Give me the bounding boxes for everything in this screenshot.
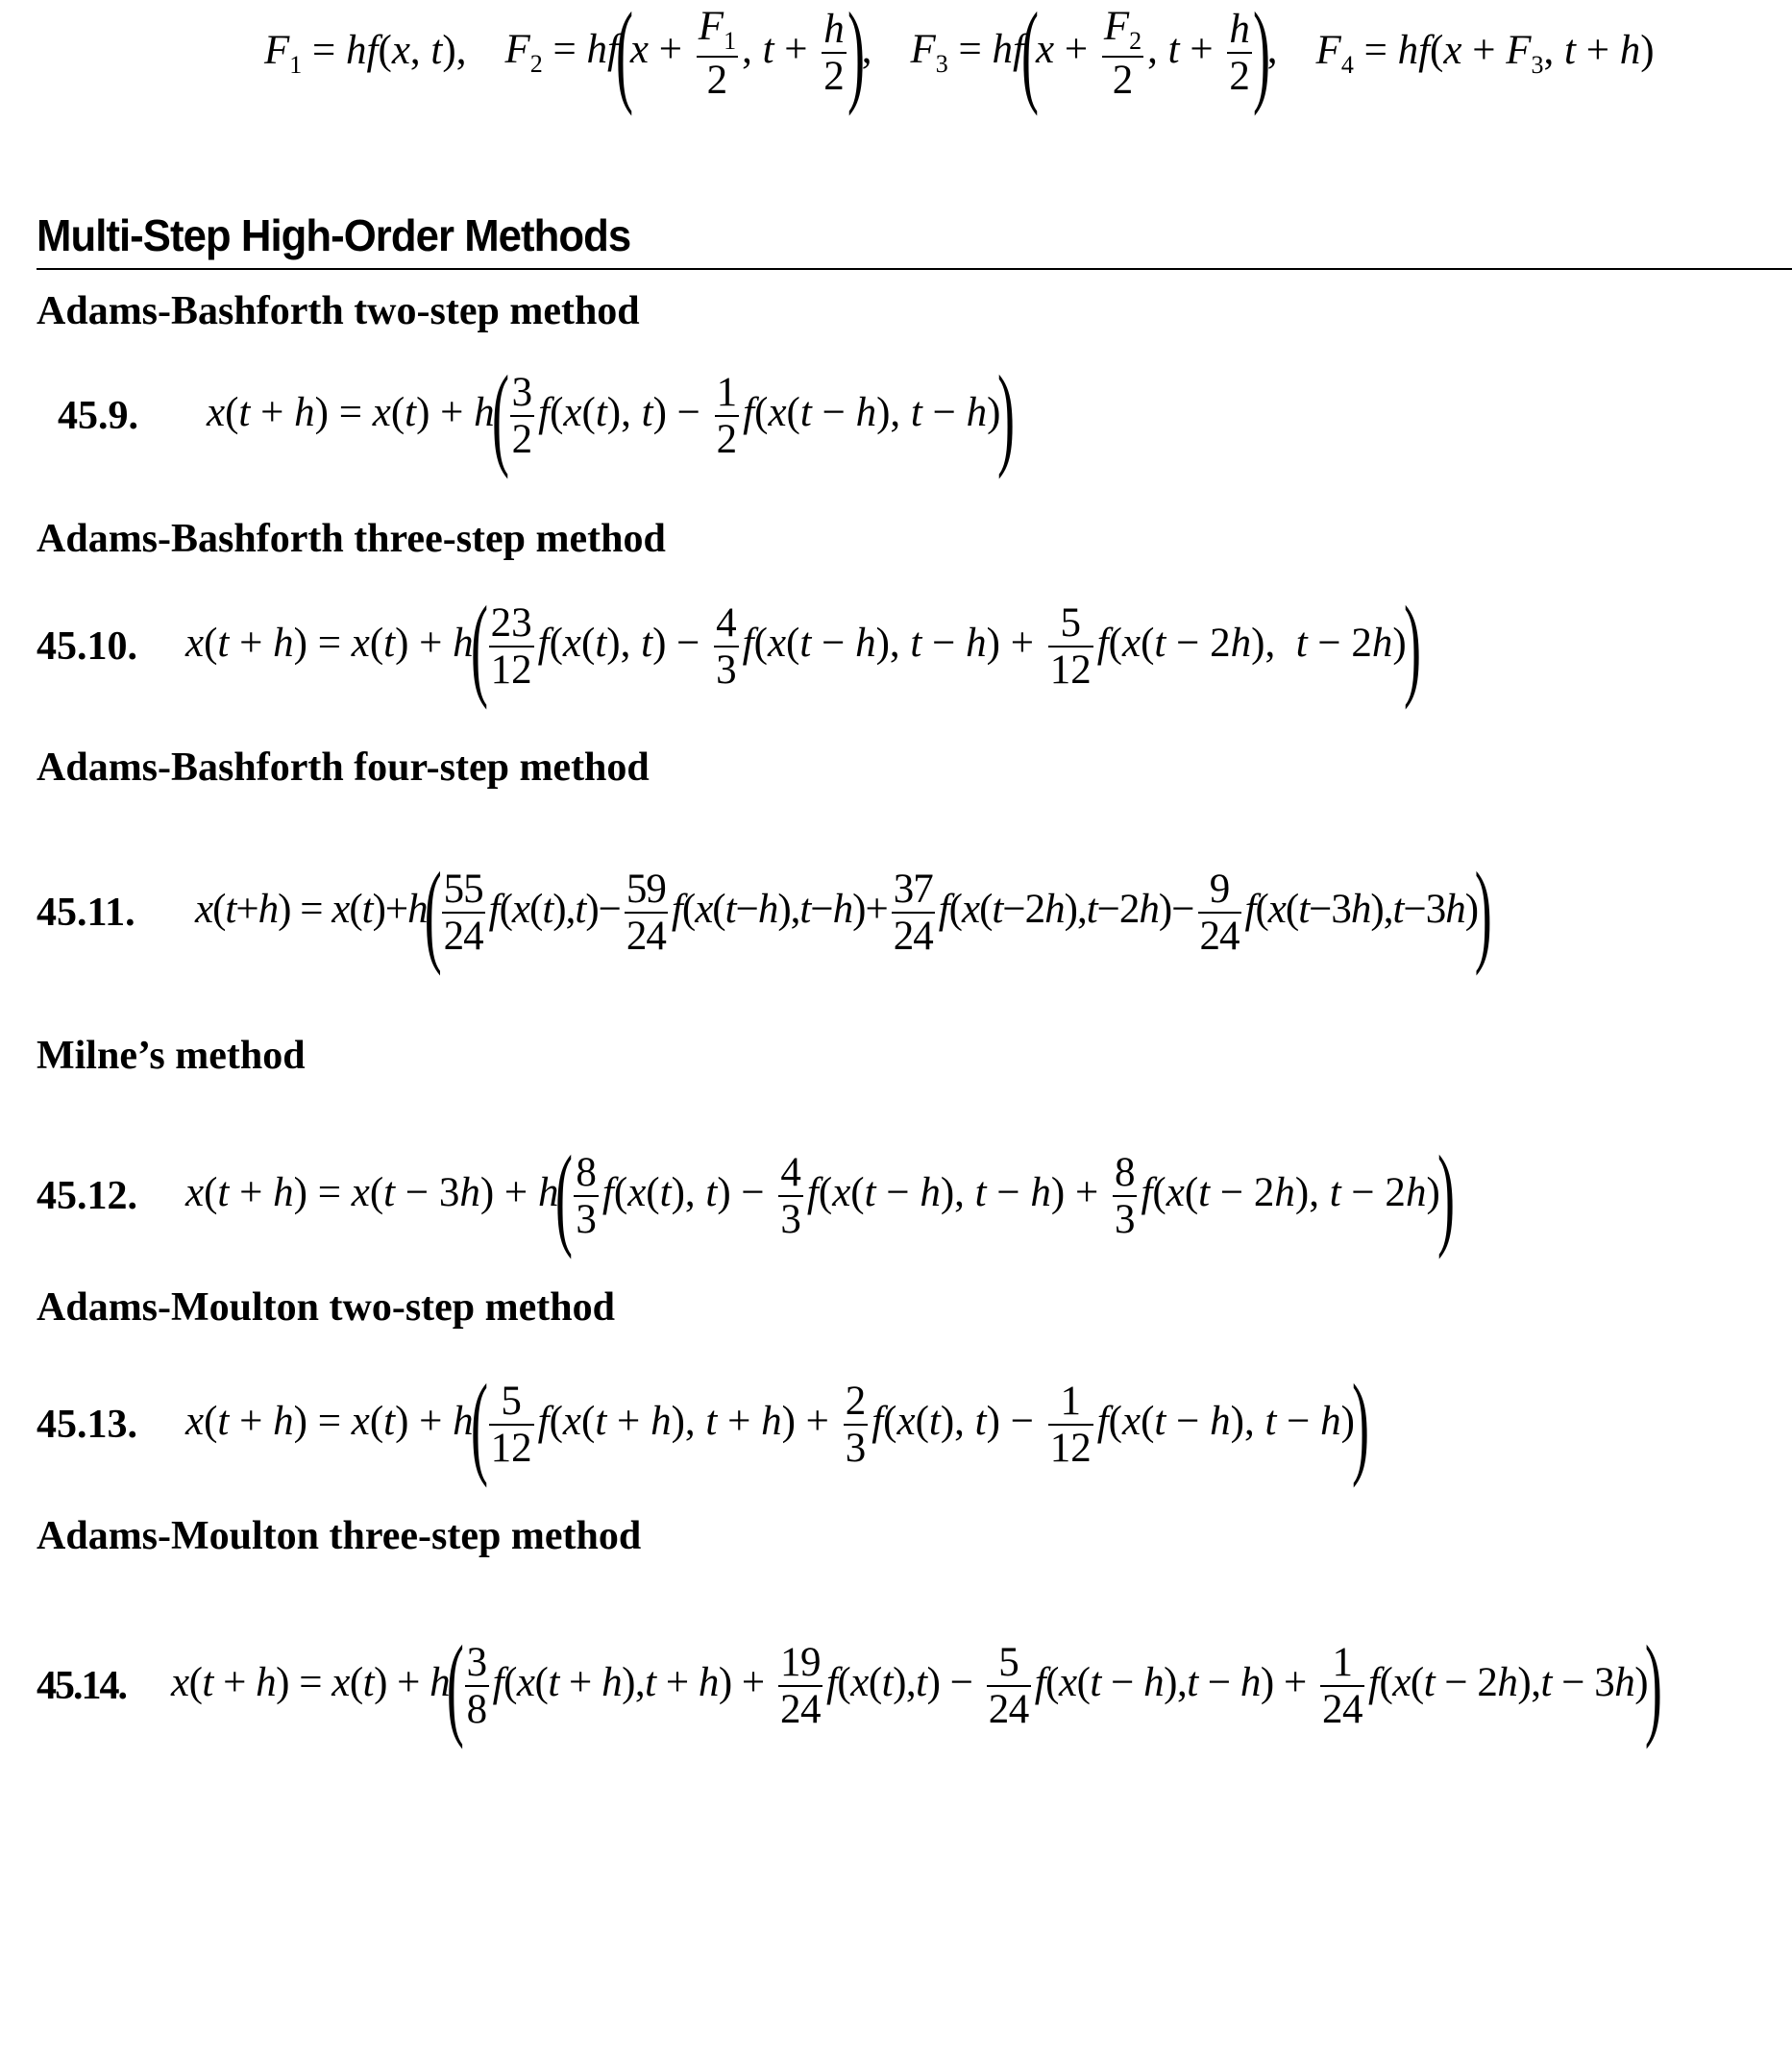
- rk4-formula-line: [264, 0, 1655, 116]
- equation-number: 45.13.: [37, 1403, 137, 1447]
- equation-body: x(t + h) = x(t) + h( $\frac{5}{12}$ f(x(t + h), t + h) + $\frac{2}{3}$ f(x(t), t) − $\frac{1}{12}$ f(x(t − h), t − h)): [185, 1360, 1369, 1488]
- equation-body: x(t+h) = x(t)+h( $\frac{55}{24}$ f(x(t),t)− $\frac{59}{24}$ f(x(t−h),t−h)+ $\frac{37}{24}$ f(x(t−2h),t−2h)− $\frac{9}{24}$ f(x(t−3h),t−3h)): [195, 848, 1492, 976]
- rk4-f2: $F_2 = hf(x$ + $\frac{F_1}{2}$ , t + $\frac{h}{2}$ ),: [504, 0, 872, 116]
- equation-body: x(t + h) = x(t − 3h) + h( $\frac{8}{3}$ f(x(t), t) − $\frac{4}{3}$ f(x(t − h), t − h) + $\frac{8}{3}$ f(x(t − 2h), t − 2h)): [185, 1132, 1455, 1259]
- equation-body: x(t + h) = x(t) + h( $\frac{3}{8}$ f(x(t + h),t + h) + $\frac{19}{24}$ f(x(t),t) − $\frac{5}{24}$ f(x(t − h),t − h) + $\frac{1}{24}$ f(x(t − 2h),t − 3h)): [171, 1622, 1662, 1749]
- method-title-ab4: Adams-Bashforth four-step method: [37, 745, 650, 790]
- equation-body: x(t + h) = x(t) + h( $\frac{3}{2}$ f(x(t), t) − $\frac{1}{2}$ f(x(t − h), t − h)): [207, 352, 1016, 479]
- equation-body: x(t + h) = x(t) + h( $\frac{23}{12}$ f(x(t), t) − $\frac{4}{3}$ f(x(t − h), t − h) + $\frac{5}{12}$ f(x(t − 2h), t − 2h)): [185, 582, 1421, 710]
- method-title-ab2: Adams-Bashforth two-step method: [37, 289, 640, 333]
- method-title-am2: Adams-Moulton two-step method: [37, 1285, 615, 1330]
- method-title-am3: Adams-Moulton three-step method: [37, 1514, 642, 1558]
- equation-number: 45.9.: [58, 394, 138, 438]
- equation-45-13: [37, 1360, 1369, 1488]
- rk4-f4: $F_4 = hf(x + F_3$, t + h): [1315, 27, 1655, 79]
- equation-45-11: [37, 848, 1492, 976]
- method-title-milne: Milne’s method: [37, 1034, 306, 1078]
- section-rule: [37, 268, 1792, 270]
- section-title: Multi-Step High-Order Methods: [37, 210, 631, 260]
- rk4-f1: $F_1 = hf(x$, t),: [264, 27, 467, 79]
- equation-45-12: [37, 1132, 1455, 1259]
- method-title-ab3: Adams-Bashforth three-step method: [37, 517, 666, 561]
- equation-45-10: [37, 582, 1421, 710]
- equation-45-9: [37, 352, 1016, 479]
- rk4-f3: $F_3 = hf(x$ + $\frac{F_2}{2}$ , t + $\frac{h}{2}$ ),: [910, 0, 1278, 116]
- equation-number: 45.14.: [37, 1664, 126, 1708]
- equation-number: 45.11.: [37, 891, 135, 935]
- equation-45-14: [37, 1622, 1662, 1749]
- equation-number: 45.12.: [37, 1174, 137, 1218]
- equation-number: 45.10.: [37, 624, 137, 669]
